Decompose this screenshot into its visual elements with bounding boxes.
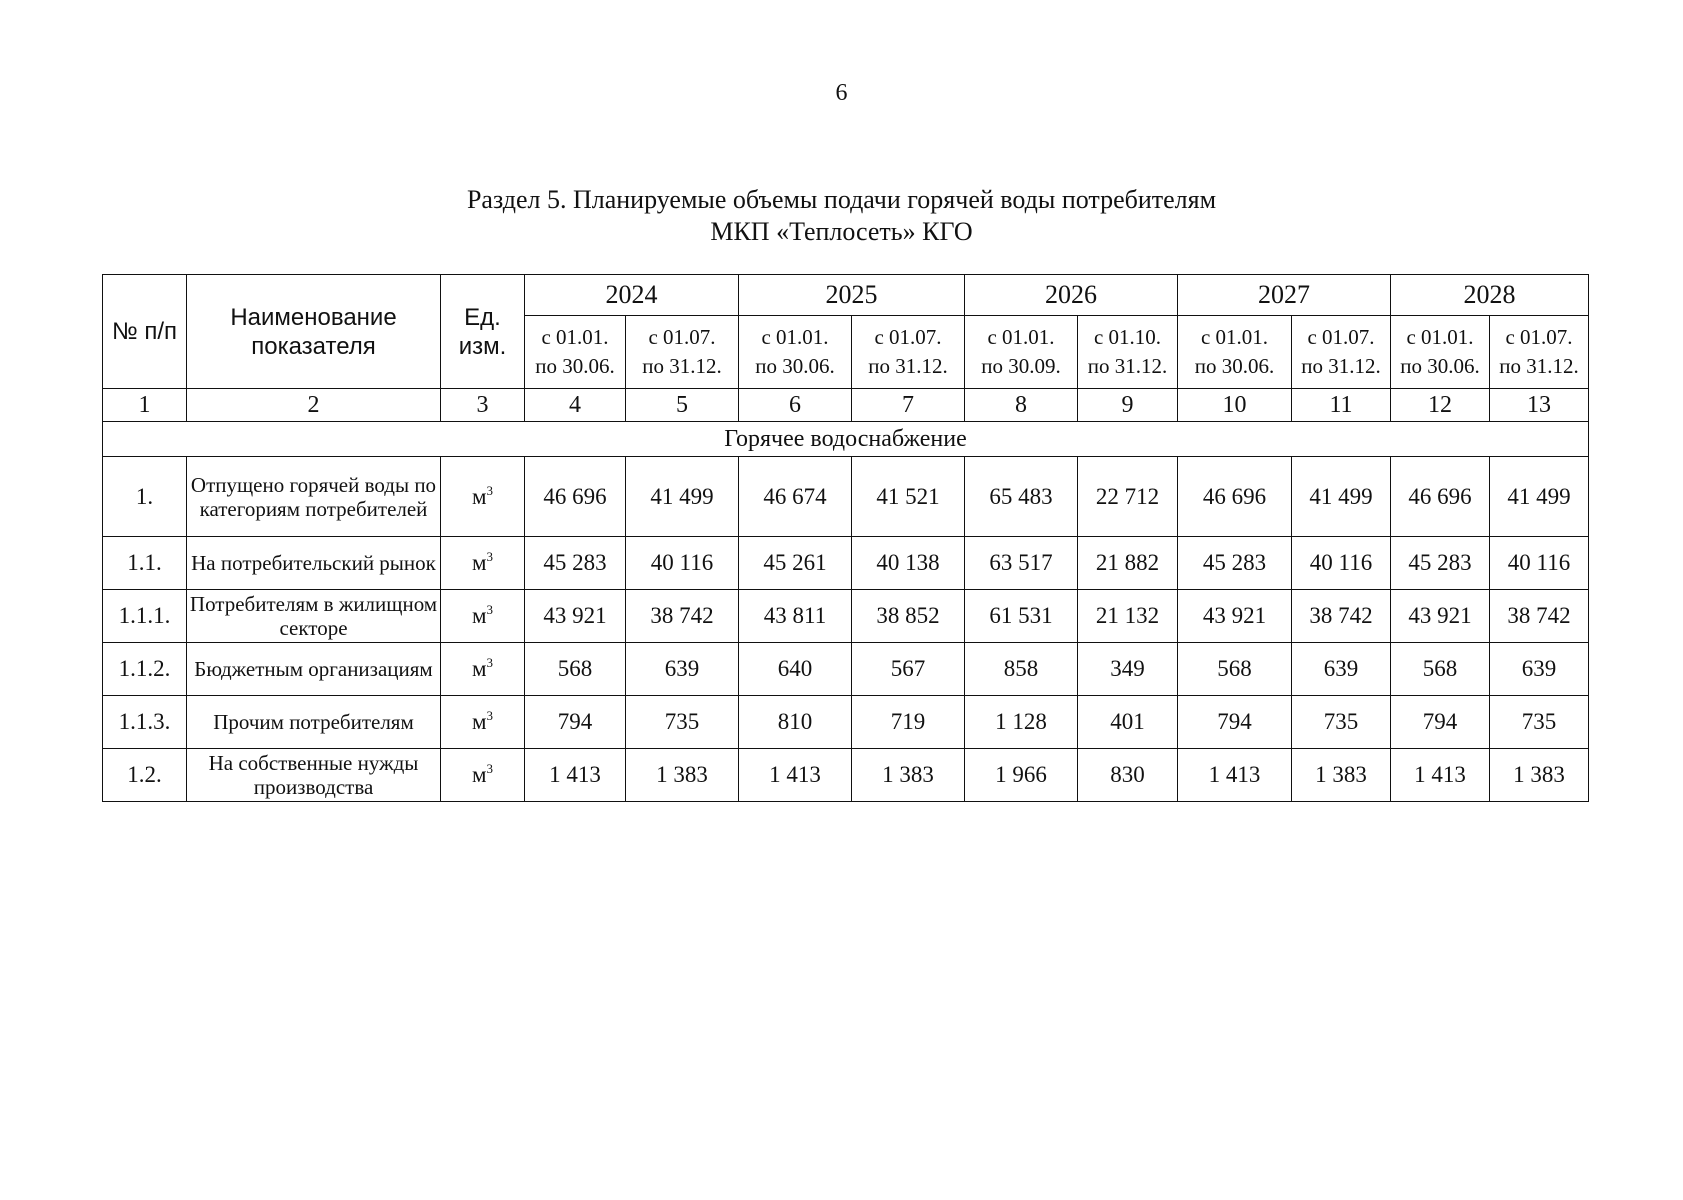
- table-row: [103, 457, 1589, 537]
- period-from: с 01.10.: [1093, 325, 1162, 349]
- value-cell: 41 499: [626, 457, 739, 537]
- value-cell: 1 413: [525, 749, 626, 802]
- row-unit: [441, 749, 525, 802]
- row-number: 1.2.: [103, 749, 187, 802]
- column-number-row: [103, 389, 1589, 422]
- column-number: 6: [739, 389, 852, 422]
- value-cell: 46 696: [1391, 457, 1490, 537]
- value-cell: 1 383: [626, 749, 739, 802]
- value-cell: 38 742: [1292, 590, 1391, 643]
- header-unit: Ед. изм.: [441, 275, 525, 389]
- section-title: [0, 184, 1683, 248]
- value-cell: 21 132: [1078, 590, 1178, 643]
- period-from: с 01.01.: [1200, 325, 1269, 349]
- column-number: 11: [1292, 389, 1391, 422]
- column-number: 2: [187, 389, 441, 422]
- value-cell: 1 383: [1490, 749, 1589, 802]
- unit-exponent: 3: [486, 482, 494, 498]
- value-cell: 1 383: [1292, 749, 1391, 802]
- value-cell: 735: [626, 696, 739, 749]
- value-cell: 735: [1292, 696, 1391, 749]
- period-from: с 01.07.: [1505, 325, 1573, 349]
- value-cell: 1 966: [965, 749, 1078, 802]
- header-year: 2027: [1178, 275, 1391, 316]
- row-number: 1.1.: [103, 537, 187, 590]
- value-cell: 43 921: [1391, 590, 1490, 643]
- value-cell: 43 921: [1178, 590, 1292, 643]
- unit-base: м: [471, 550, 487, 575]
- value-cell: 40 116: [1292, 537, 1391, 590]
- value-cell: 40 116: [1490, 537, 1589, 590]
- period-from: с 01.01.: [541, 325, 609, 349]
- row-indicator-name: На потребительский рынок: [187, 537, 441, 590]
- value-cell: 45 261: [739, 537, 852, 590]
- value-cell: 61 531: [965, 590, 1078, 643]
- period-to: по 31.12.: [642, 354, 722, 378]
- section-row-title: Горячее водоснабжение: [103, 422, 1589, 457]
- value-cell: 46 696: [525, 457, 626, 537]
- period-to: по 30.06.: [755, 354, 835, 378]
- period-to: по 31.12.: [1087, 354, 1168, 378]
- header-period: [852, 316, 965, 389]
- header-year: 2026: [965, 275, 1178, 316]
- unit-exponent: 3: [486, 655, 494, 670]
- value-cell: 735: [1490, 696, 1589, 749]
- section-row: [103, 422, 1589, 457]
- period-to: по 31.12.: [1499, 354, 1579, 378]
- header-period: [1391, 316, 1490, 389]
- header-year: 2028: [1391, 275, 1589, 316]
- table-row: [103, 749, 1589, 802]
- value-cell: 1 413: [1391, 749, 1490, 802]
- hot-water-volumes-table: [102, 274, 1589, 802]
- value-cell: 38 742: [626, 590, 739, 643]
- table-header: [103, 275, 1589, 422]
- period-to: по 30.06.: [535, 354, 615, 378]
- column-number: 12: [1391, 389, 1490, 422]
- column-number: 7: [852, 389, 965, 422]
- period-from: с 01.07.: [1307, 325, 1375, 349]
- period-to: по 31.12.: [868, 354, 948, 378]
- row-unit: [441, 643, 525, 696]
- header-name: Наименование показателя: [187, 275, 441, 389]
- period-from: с 01.01.: [761, 325, 829, 349]
- column-number: 10: [1178, 389, 1292, 422]
- row-unit: [441, 537, 525, 590]
- header-period: [1490, 316, 1589, 389]
- value-cell: 45 283: [525, 537, 626, 590]
- header-period: [1078, 316, 1178, 389]
- value-cell: 794: [525, 696, 626, 749]
- header-period: [1292, 316, 1391, 389]
- column-number: 8: [965, 389, 1078, 422]
- value-cell: 639: [1490, 643, 1589, 696]
- value-cell: 349: [1078, 643, 1178, 696]
- value-cell: 40 138: [852, 537, 965, 590]
- value-cell: 1 383: [852, 749, 965, 802]
- unit-exponent: 3: [486, 602, 494, 617]
- section-title-line-1: Раздел 5. Планируемые объемы подачи горячей воды потребителям: [466, 185, 1217, 214]
- row-indicator-name: Бюджетным организациям: [187, 643, 441, 696]
- row-unit: [441, 457, 525, 537]
- value-cell: 65 483: [965, 457, 1078, 537]
- value-cell: 45 283: [1391, 537, 1490, 590]
- page-number: 6: [835, 80, 848, 106]
- value-cell: 38 852: [852, 590, 965, 643]
- value-cell: 830: [1078, 749, 1178, 802]
- value-cell: 21 882: [1078, 537, 1178, 590]
- value-cell: 43 921: [525, 590, 626, 643]
- value-cell: 45 283: [1178, 537, 1292, 590]
- row-number: 1.1.2.: [103, 643, 187, 696]
- value-cell: 46 696: [1178, 457, 1292, 537]
- value-cell: 810: [739, 696, 852, 749]
- table-row: [103, 643, 1589, 696]
- period-from: с 01.01.: [1406, 325, 1474, 349]
- row-unit: [441, 696, 525, 749]
- value-cell: 38 742: [1490, 590, 1589, 643]
- value-cell: 639: [626, 643, 739, 696]
- period-from: с 01.07.: [874, 325, 942, 349]
- row-number: 1.1.1.: [103, 590, 187, 643]
- value-cell: 639: [1292, 643, 1391, 696]
- value-cell: 640: [739, 643, 852, 696]
- table-row: [103, 696, 1589, 749]
- unit-base: м: [471, 483, 487, 509]
- header-row-years: [103, 275, 1589, 316]
- period-to: по 30.09.: [981, 354, 1061, 378]
- section-title-line-2: МКП «Теплосеть» КГО: [710, 217, 973, 246]
- value-cell: 43 811: [739, 590, 852, 643]
- value-cell: 401: [1078, 696, 1178, 749]
- value-cell: 41 499: [1292, 457, 1391, 537]
- period-from: с 01.01.: [987, 325, 1055, 349]
- row-number: 1.1.3.: [103, 696, 187, 749]
- period-to: по 30.06.: [1400, 354, 1480, 378]
- unit-base: м: [471, 762, 487, 787]
- unit-base: м: [471, 603, 487, 628]
- header-num: № п/п: [103, 275, 187, 389]
- value-cell: 719: [852, 696, 965, 749]
- column-number: 3: [441, 389, 525, 422]
- value-cell: 40 116: [626, 537, 739, 590]
- value-cell: 858: [965, 643, 1078, 696]
- period-from: с 01.07.: [648, 325, 716, 349]
- value-cell: 41 499: [1490, 457, 1589, 537]
- header-period: [739, 316, 852, 389]
- unit-exponent: 3: [486, 761, 494, 776]
- value-cell: 568: [1391, 643, 1490, 696]
- value-cell: 46 674: [739, 457, 852, 537]
- unit-exponent: 3: [486, 708, 494, 723]
- unit-exponent: 3: [486, 549, 494, 564]
- value-cell: 794: [1391, 696, 1490, 749]
- table-row: [103, 590, 1589, 643]
- unit-base: м: [471, 709, 487, 734]
- unit-base: м: [471, 656, 487, 681]
- table-body: [103, 422, 1589, 802]
- table-row: [103, 537, 1589, 590]
- value-cell: 22 712: [1078, 457, 1178, 537]
- value-cell: 567: [852, 643, 965, 696]
- header-year: 2024: [525, 275, 739, 316]
- header-period: [1178, 316, 1292, 389]
- value-cell: 568: [525, 643, 626, 696]
- column-number: 5: [626, 389, 739, 422]
- column-number: 13: [1490, 389, 1589, 422]
- row-number: 1.: [103, 457, 187, 537]
- column-number: 1: [103, 389, 187, 422]
- value-cell: 41 521: [852, 457, 965, 537]
- value-cell: 63 517: [965, 537, 1078, 590]
- header-period: [965, 316, 1078, 389]
- value-cell: 794: [1178, 696, 1292, 749]
- period-to: по 30.06.: [1194, 354, 1275, 378]
- header-period: [626, 316, 739, 389]
- value-cell: 568: [1178, 643, 1292, 696]
- header-year: 2025: [739, 275, 965, 316]
- row-indicator-name: Потребителям в жилищном секторе: [187, 590, 441, 643]
- header-period: [525, 316, 626, 389]
- period-to: по 31.12.: [1301, 354, 1381, 378]
- row-indicator-name: На собственные нужды производства: [187, 749, 441, 802]
- value-cell: 1 128: [965, 696, 1078, 749]
- row-unit: [441, 590, 525, 643]
- column-number: 9: [1078, 389, 1178, 422]
- column-number: 4: [525, 389, 626, 422]
- row-indicator-name: Отпущено горячей воды по категориям потребителей: [187, 457, 441, 537]
- value-cell: 1 413: [739, 749, 852, 802]
- row-indicator-name: Прочим потребителям: [187, 696, 441, 749]
- value-cell: 1 413: [1178, 749, 1292, 802]
